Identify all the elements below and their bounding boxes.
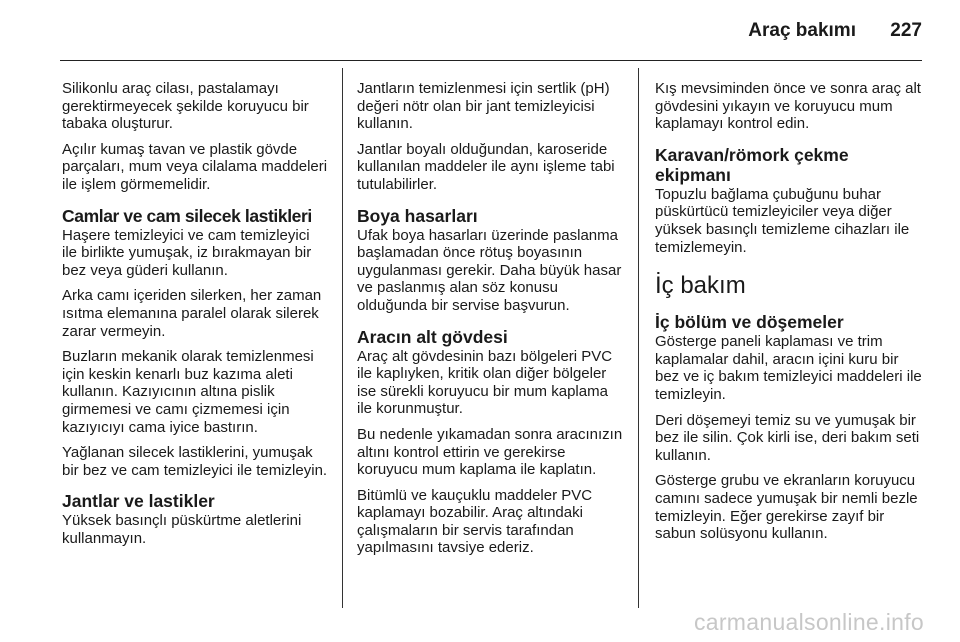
column-2 bbox=[357, 80, 623, 565]
header-rule bbox=[60, 60, 922, 61]
page-number: 227 bbox=[890, 20, 922, 41]
paragraph: Silikonlu araç cilası, pastalamayı gerektirmeyecek şekilde koruyucu bir tabaka oluşturur. bbox=[62, 80, 309, 133]
section-heading-trailer: Karavan/römork çekme ekipmanı bbox=[655, 144, 849, 185]
paragraph: Deri döşemeyi temiz su ve yumuşak bir bez ile silin. Çok kirli ise, deri bakım seti kullanın. bbox=[655, 411, 920, 464]
paragraph: Bitümlü ve kauçuklu maddeler PVC kaplamayı bozabilir. Araç altındaki çalışmaların bir servis tarafından yapılmasını tavsiye ederiz. bbox=[357, 486, 593, 557]
column-3 bbox=[655, 80, 923, 551]
paragraph: Yağlanan silecek lastiklerini, yumuşak bir bez ve cam temizleyici ile temizleyin. bbox=[62, 444, 328, 479]
paragraph: Haşere temizleyici ve cam temizleyici ile birlikte yumuşak, iz bırakmayan bir bez veya güderi kullanın. bbox=[62, 226, 312, 279]
section-heading-upholstery: İç bölüm ve döşemeler bbox=[655, 312, 844, 333]
page-header bbox=[0, 0, 960, 62]
chapter-title: Araç bakımı bbox=[748, 20, 856, 41]
paragraph: Ufak boya hasarları üzerinde paslanma başlamadan önce rötuş boyasının uygulanması gerekir. Daha büyük hasar ve paslanmış alan söz konusu olduğunda bir servise başvurun. bbox=[357, 226, 622, 314]
paragraph: Kış mevsiminden önce ve sonra araç alt gövdesini yıkayın ve koruyucu mum kaplamayı kontrol edin. bbox=[655, 80, 921, 133]
paragraph: Gösterge paneli kaplaması ve trim kaplamalar dahil, aracın içini kuru bir bez ve iç bakım temizleyici maddeleri ile temizleyin. bbox=[655, 333, 922, 403]
section-heading-wheels: Jantlar ve lastikler bbox=[62, 491, 215, 512]
column-divider bbox=[638, 68, 639, 608]
column-1 bbox=[62, 80, 328, 555]
column-divider bbox=[342, 68, 343, 608]
paragraph: Topuzlu bağlama çubuğunu buhar püskürtücü temizleyiciler veya diğer yüksek basınçlı temizleme cihazları ile temizlemeyin. bbox=[655, 185, 910, 256]
section-heading-underbody: Aracın alt gövdesi bbox=[357, 326, 508, 347]
section-heading-windows: Camlar ve cam silecek lastikleri bbox=[62, 205, 312, 226]
paragraph: Yüksek basınçlı püskürtme aletlerini kullanmayın. bbox=[62, 512, 302, 547]
watermark: carmanualsonline.info bbox=[693, 609, 924, 635]
paragraph: Gösterge grubu ve ekranların koruyucu camını sadece yumuşak bir nemli bezle temizleyin. Eğer gerekirse zayıf bir sabun solüsyonu kullanın. bbox=[655, 472, 918, 543]
paragraph: Arka camı içeriden silerken, her zaman ısıtma elemanına paralel olarak silerek zarar vermeyin. bbox=[62, 287, 322, 340]
chapter-heading-interior: İç bakım bbox=[655, 272, 746, 300]
paragraph: Buzların mekanik olarak temizlenmesi için keskin kenarlı buz kazıma aleti kullanın. Kazıyıcının altına pislik girmemesi ve camı çizmemesi için kazıyıcıyı cama iyice bastırın. bbox=[62, 348, 314, 436]
paragraph: Araç alt gövdesinin bazı bölgeleri PVC ile kaplıyken, kritik olan diğer bölgeler ise sürekli koruyucu bir mum kaplama ile korunmuştur. bbox=[357, 347, 613, 418]
section-heading-paint: Boya hasarları bbox=[357, 205, 478, 226]
paragraph: Jantlar boyalı olduğundan, karoseride kullanılan maddeler ile aynı işleme tabi tutulabilirler. bbox=[357, 140, 615, 193]
paragraph: Bu nedenle yıkamadan sonra aracınızın altını kontrol ettirin ve gerekirse koruyucu mum kaplama ile kaplatın. bbox=[357, 425, 623, 479]
paragraph: Açılır kumaş tavan ve plastik gövde parçaları, mum veya cilalama maddeleri ile işlem görmemelidir. bbox=[62, 140, 328, 193]
paragraph: Jantların temizlenmesi için sertlik (pH) değeri nötr olan bir jant temizleyicisi kullanın. bbox=[357, 80, 610, 133]
